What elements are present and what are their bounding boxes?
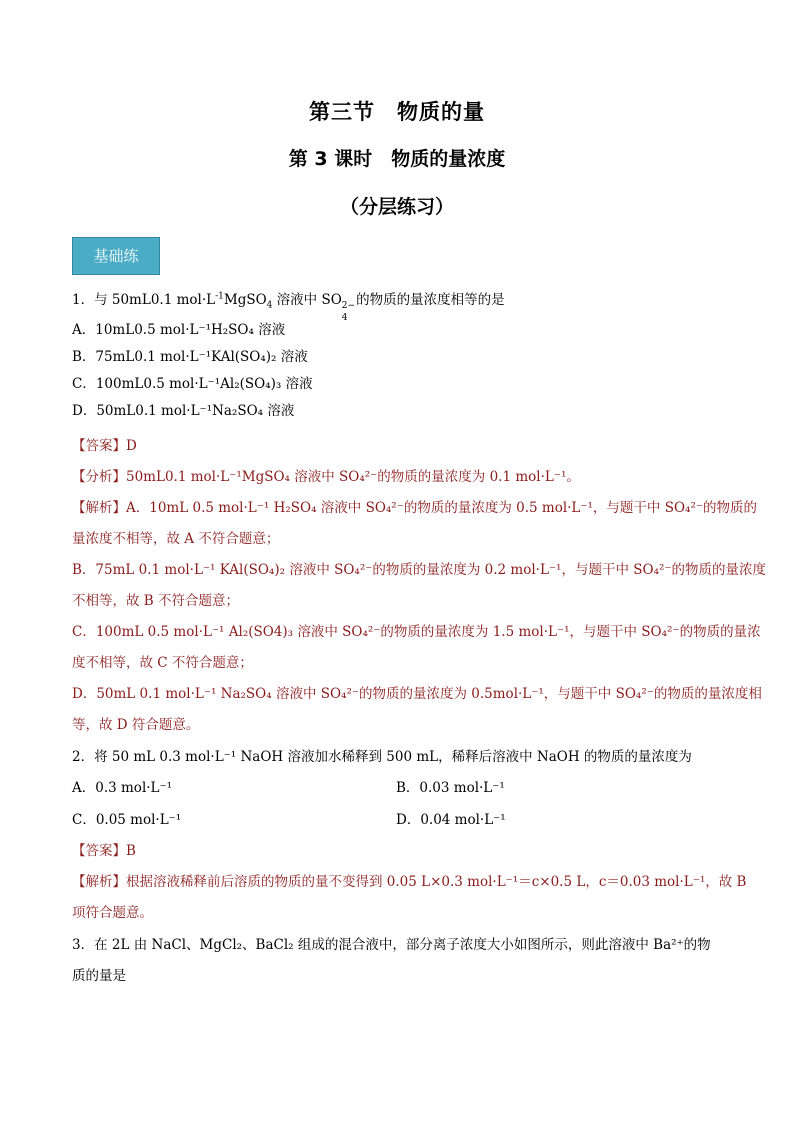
q1-analysis: 【分析】50mL0.1 mol·L⁻¹MgSO₄ 溶液中 SO₄²⁻的物质的量浓度为 0.1 mol·L⁻¹。	[72, 469, 580, 485]
q1-explanation-d1: D．50mL 0.1 mol·L⁻¹ Na₂SO₄ 溶液中 SO₄²⁻的物质的量浓度为 0.5mol·L⁻¹，与题干中 SO₄²⁻的物质的量浓度相	[72, 686, 762, 702]
q2-option-b: B．0.03 mol·L⁻¹	[396, 780, 505, 796]
q3-stem-2: 质的量是	[72, 968, 126, 984]
q1-option-c: C．100mL0.5 mol·L⁻¹Al₂(SO₄)₃ 溶液	[72, 376, 313, 392]
q1-option-a: A．10mL0.5 mol·L⁻¹H₂SO₄ 溶液	[72, 322, 286, 338]
q1-explanation-b1: B．75mL 0.1 mol·L⁻¹ KAl(SO₄)₂ 溶液中 SO₄²⁻的物质的量浓度为 0.2 mol·L⁻¹，与题干中 SO₄²⁻的物质的量浓度	[72, 562, 767, 578]
q2-explanation-1: 【解析】根据溶液稀释前后溶质的物质的量不变得到 0.05 L×0.3 mol·L⁻¹＝c×0.5 L，c＝0.03 mol·L⁻¹，故 B	[72, 874, 747, 890]
subtitle: （分层练习）	[339, 196, 454, 218]
q1-explanation-a2: 量浓度不相等，故 A 不符合题意；	[72, 531, 280, 547]
q1-stem: 1．与 50mL0.1 $mol\cdot L^{-1}MgSO_4$ 溶液中 SO 2− 4 的物质的量浓度相等的是	[72, 291, 505, 323]
section-badge: 基础练	[72, 237, 160, 275]
lesson-title: 第 3 课时 物质的量浓度	[288, 148, 506, 170]
q1-explanation-c1: C．100mL 0.5 mol·L⁻¹ Al₂(SO4)₃ 溶液中 SO₄²⁻的物质的量浓度为 1.5 mol·L⁻¹，与题干中 SO₄²⁻的物质的量浓	[72, 624, 761, 640]
q2-option-a: A．0.3 mol·L⁻¹	[72, 780, 173, 796]
q2-option-c: C．0.05 mol·L⁻¹	[72, 812, 182, 828]
q2-option-d: D．0.04 mol·L⁻¹	[396, 812, 506, 828]
q2-explanation-2: 项符合题意。	[72, 905, 153, 921]
q1-option-b: B．75mL0.1 mol·L⁻¹KAl(SO₄)₂ 溶液	[72, 349, 308, 365]
q3-stem-1: 3．在 2L 由 NaCl、MgCl₂、BaCl₂ 组成的混合液中，部分离子浓度大小如图所示，则此溶液中 Ba²⁺的物	[72, 937, 711, 953]
q1-answer: 【答案】D	[72, 438, 137, 454]
q1-option-d: D．50mL0.1 mol·L⁻¹Na₂SO₄ 溶液	[72, 403, 295, 419]
q2-stem: 2．将 50 mL 0.3 mol·L⁻¹ NaOH 溶液加水稀释到 500 mL，稀释后溶液中 NaOH 的物质的量浓度为	[72, 749, 692, 765]
q1-explanation-d2: 等，故 D 符合题意。	[72, 717, 200, 733]
section-title: 第三节 物质的量	[309, 100, 485, 124]
q1-explanation-a1: 【解析】A．10mL 0.5 mol·L⁻¹ H₂SO₄ 溶液中 SO₄²⁻的物质的量浓度为 0.5 mol·L⁻¹，与题干中 SO₄²⁻的物质的	[72, 500, 757, 516]
q1-explanation-b2: 不相等，故 B 不符合题意；	[72, 593, 240, 609]
q2-answer: 【答案】B	[72, 843, 136, 859]
q1-explanation-c2: 度不相等，故 C 不符合题意；	[72, 655, 253, 671]
